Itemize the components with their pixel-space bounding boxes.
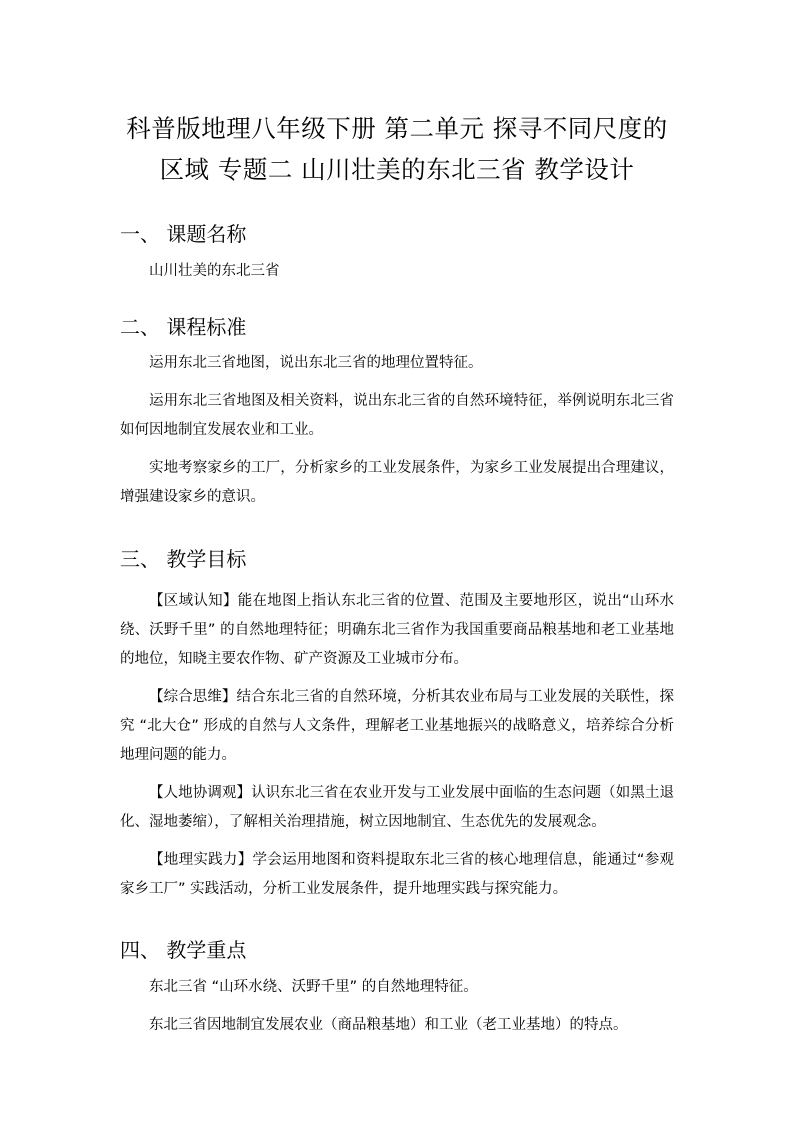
paragraph-geographic-practice: 【地理实践力】学会运用地图和资料提取东北三省的核心地理信息，能通过“参观家乡工厂” 实践活动，分析工业发展条件，提升地理实践与探究能力。 [120, 852, 674, 897]
paragraph: 运用东北三省地图及相关资料，说出东北三省的自然环境特征，举例说明东北三省如何因地制宜发展农业和工业。 [120, 393, 674, 438]
section-heading: 三、 教学目标 [120, 547, 247, 571]
paragraph: 东北三省因地制宜发展农业（商品粮基地）和工业（老工业基地）的特点。 [149, 1017, 628, 1033]
section-heading: 一、 课题名称 [120, 222, 247, 246]
document-title: 科普版地理八年级下册 第二单元 探寻不同尺度的区域 专题二 山川壮美的东北三省 教学设计 [126, 114, 668, 184]
section-heading: 四、 教学重点 [120, 938, 247, 962]
section-teaching-key-points [120, 936, 674, 1040]
paragraph: 山川壮美的东北三省 [149, 263, 280, 279]
paragraph-human-land-coordination: 【人地协调观】认识东北三省在农业开发与工业发展中面临的生态问题（如黑土退化、湿地萎缩），了解相关治理措施，树立因地制宜、生态优先的发展观念。 [120, 785, 674, 830]
section-topic-name [120, 220, 674, 286]
paragraph-comprehensive-thinking: 【综合思维】结合东北三省的自然环境，分析其农业布局与工业发展的关联性，探究 “北大仓” 形成的自然与人文条件，理解老工业基地振兴的战略意义，培养综合分析地理问题的能力。 [120, 689, 674, 763]
section-teaching-objectives [120, 545, 674, 904]
paragraph: 东北三省 “山环水绕、沃野千里” 的自然地理特征。 [149, 979, 478, 995]
paragraph: 实地考察家乡的工厂，分析家乡的工业发展条件，为家乡工业发展提出合理建议，增强建设家乡的意识。 [120, 460, 674, 505]
section-curriculum-standards [120, 313, 674, 512]
paragraph: 运用东北三省地图，说出东北三省的地理位置特征。 [149, 355, 483, 371]
paragraph-regional-cognition: 【区域认知】能在地图上指认东北三省的位置、范围及主要地形区，说出“山环水绕、沃野千里” 的自然地理特征；明确东北三省作为我国重要商品粮基地和老工业基地的地位，知晓主要农作物、矿产资源及工业城市分布。 [120, 593, 674, 667]
section-heading: 二、 课程标准 [120, 315, 247, 339]
